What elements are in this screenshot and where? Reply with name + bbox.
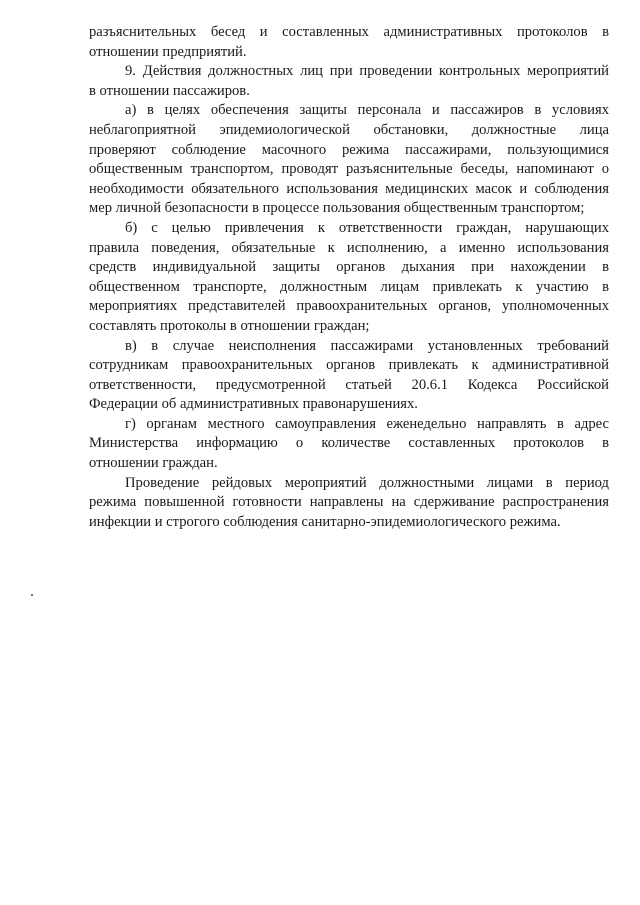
list-item-a-line: проверяют соблюдение масочного режима пассажирами, пользующимися [89, 141, 609, 158]
list-item-a-line: необходимости обязательного использования медицинских масок и соблюдения [89, 180, 609, 197]
list-item-a-line: неблагоприятной эпидемиологической обстановки, должностные лица [89, 121, 609, 138]
list-item-g-line: отношении граждан. [89, 455, 218, 472]
list-item-b-line: средств индивидуальной защиты органов дыхания при нахождении в [89, 259, 609, 276]
list-item-a-line: общественным транспортом, проводят разъяснительные беседы, напоминают о [89, 161, 609, 178]
list-item-g-line: г) органам местного самоуправления еженедельно направлять в адрес [125, 415, 609, 432]
document-body [89, 23, 609, 532]
list-item-b-line: мероприятиях представителей правоохранительных органов, уполномоченных [89, 298, 609, 315]
scan-speck [31, 594, 33, 596]
list-item-g-line: Министерства информацию о количестве составленных протоколов в [89, 435, 609, 452]
conclusion-line: инфекции и строгого соблюдения санитарно-эпидемиологического режима. [89, 513, 561, 530]
list-item-v-line: в) в случае неисполнения пассажирами установленных требований [125, 337, 609, 354]
list-item-v-line: Федерации об административных правонарушениях. [89, 396, 418, 413]
list-item-a-line: мер личной безопасности в процессе пользования общественным транспортом; [89, 200, 585, 217]
list-item-b-line: б) с целью привлечения к ответственности граждан, нарушающих [125, 219, 609, 236]
paragraph-line: отношении предприятий. [89, 43, 247, 60]
list-item-b-line: составлять протоколы в отношении граждан; [89, 317, 370, 334]
list-item-v-line: ответственности, предусмотренной статьей 20.6.1 Кодекса Российской [89, 376, 609, 393]
conclusion-line: Проведение рейдовых мероприятий должностными лицами в период [125, 474, 609, 491]
list-item-v-line: сотрудникам правоохранительных органов привлекать к административной [89, 357, 609, 374]
list-item-a-line: а) в целях обеспечения защиты персонала и пассажиров в условиях [125, 102, 609, 119]
list-item-b-line: общественном транспорте, должностным лицам привлекать к участию в [89, 278, 609, 295]
section-heading-line: в отношении пассажиров. [89, 82, 250, 99]
section-heading-line: 9. Действия должностных лиц при проведении контрольных мероприятий [125, 63, 609, 80]
paragraph-line: разъяснительных бесед и составленных административных протоколов в [89, 24, 609, 40]
conclusion-line: режима повышенной готовности направлены на сдерживание распространения [89, 494, 609, 511]
list-item-b-line: правила поведения, обязательные к исполнению, а именно использования [89, 239, 609, 256]
